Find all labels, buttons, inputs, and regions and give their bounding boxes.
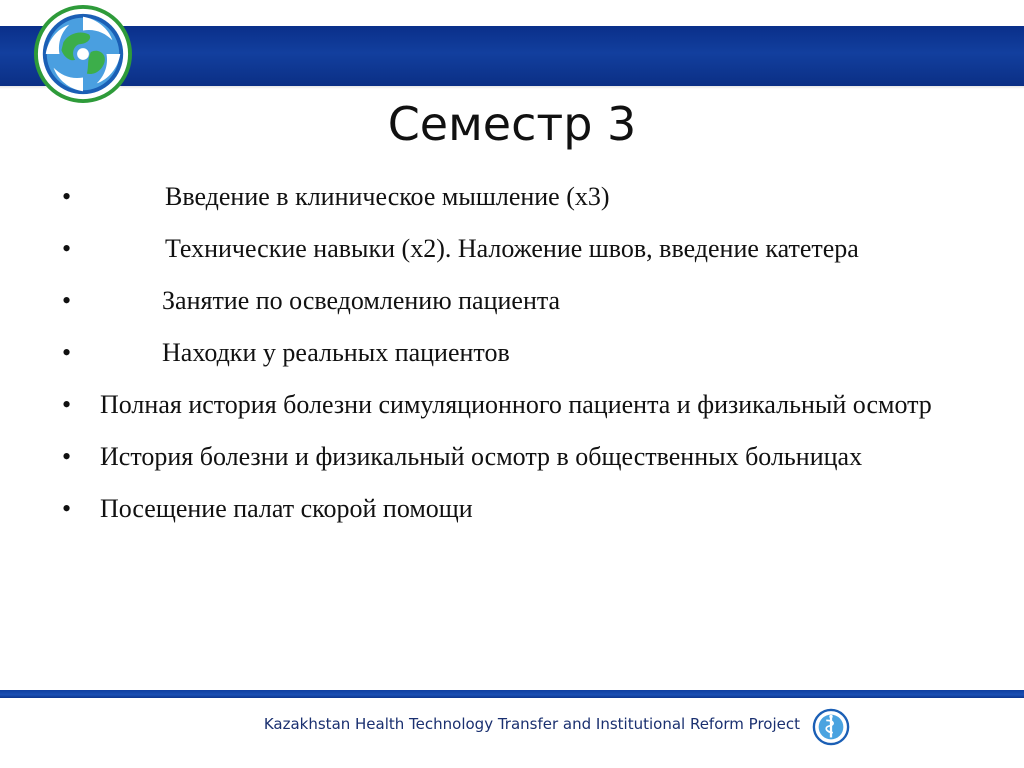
bullet-icon: • [62,234,72,263]
bullet-list [62,182,1012,524]
bullet-icon: • [62,182,72,211]
bullet-icon: • [62,390,72,419]
bullet-icon: • [62,442,72,471]
slide-title: Семестр 3 [387,97,637,151]
bullet-icon: • [62,338,72,367]
bullet-text: Находки у реальных пациентов [162,338,510,367]
list-item [62,390,1012,420]
bullet-icon: • [62,286,72,315]
bullet-text: Введение в клиническое мышление (х3) [165,182,610,211]
bullet-text: Технические навыки (х2). Наложение швов, введение катетера [165,234,859,263]
bullet-text: Посещение палат скорой помощи [100,494,473,523]
list-item [62,338,1012,368]
medical-emblem-icon [812,708,850,746]
list-item [62,286,1012,316]
bullet-text: История болезни и физикальный осмотр в общественных больницах [100,442,863,471]
globe-emblem-icon [34,5,132,103]
header-band [0,26,1024,86]
footer-line [0,690,1024,698]
footer-project-name: Kazakhstan Health Technology Transfer and Institutional Reform Project [263,715,800,733]
list-item [62,494,1012,524]
list-item [62,182,1012,212]
bullet-icon: • [62,494,72,523]
header-band-shadow [0,86,1024,89]
list-item [62,234,1012,264]
bullet-text: Занятие по осведомлению пациента [162,286,561,315]
bullet-text: Полная история болезни симуляционного пациента и физикальный осмотр [100,390,932,419]
list-item [62,442,1012,472]
